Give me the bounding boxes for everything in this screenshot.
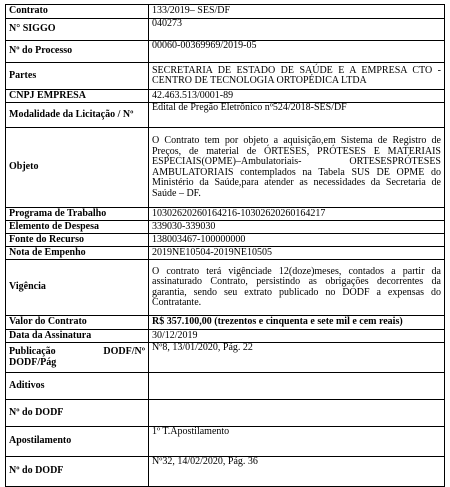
table-row — [6, 247, 445, 260]
row-value: 1º T.Apostilamento — [149, 427, 445, 457]
row-value: 42.463.513/0001-89 — [149, 90, 445, 103]
row-label — [6, 343, 149, 373]
row-value: 133/2019– SES/DF — [149, 5, 445, 19]
table-row — [6, 90, 445, 103]
table-row — [6, 63, 445, 90]
row-label: Nº do Processo — [6, 41, 149, 63]
row-label: Data da Assinatura — [6, 330, 149, 343]
table-row — [6, 373, 445, 400]
label-line — [9, 347, 145, 358]
row-label: Vigência — [6, 260, 149, 316]
row-label: Partes — [6, 63, 149, 90]
row-value: Nº8, 13/01/2020, Pág. 22 — [149, 343, 445, 373]
table-row — [6, 41, 445, 63]
table-row — [6, 103, 445, 128]
row-label: Objeto — [6, 128, 149, 208]
row-label: Nº do DODF — [6, 400, 149, 427]
row-value: O contrato terá vigênciade 12(doze)meses, contados a partir da assinaturado Contrato, persistindo as obrigações decorrentes da garantia, sendo seu extrato publicado no DODF a expensas do Contratante. — [149, 260, 445, 316]
row-label-part: DODF/Nº — [103, 346, 145, 357]
row-label: Modalidade da Licitação / Nº — [6, 103, 149, 128]
row-label: N° SIGGO — [6, 19, 149, 41]
table-row — [6, 234, 445, 247]
row-label: Valor do Contrato — [6, 316, 149, 330]
row-label: Programa de Trabalho — [6, 208, 149, 221]
row-value — [149, 373, 445, 400]
row-value: Nº32, 14/02/2020, Pág. 36 — [149, 457, 445, 487]
row-value: 30/12/2019 — [149, 330, 445, 343]
row-label: Fonte do Recurso — [6, 234, 149, 247]
table-row — [6, 343, 445, 373]
row-value: 10302620260164216-10302620260164217 — [149, 208, 445, 221]
row-value: 040273 — [149, 19, 445, 41]
row-value — [149, 400, 445, 427]
row-value: Edital de Pregão Eletrônico nº524/2018-SES/DF — [149, 103, 445, 128]
row-value: 138003467-100000000 — [149, 234, 445, 247]
row-value: 339030-339030 — [149, 221, 445, 234]
table-row — [6, 19, 445, 41]
table-row — [6, 260, 445, 316]
row-value: SECRETARIA DE ESTADO DE SAÚDE E A EMPRESA CTO - CENTRO DE TECNOLOGIA ORTOPÉDICA LTDA — [149, 63, 445, 90]
table-row — [6, 330, 445, 343]
table-row — [6, 400, 445, 427]
table-row — [6, 128, 445, 208]
row-value: 2019NE10504-2019NE10505 — [149, 247, 445, 260]
table-row — [6, 5, 445, 19]
row-label-part: Publicação — [9, 346, 56, 357]
table-row — [6, 427, 445, 457]
table-row — [6, 208, 445, 221]
row-label: Nota de Empenho — [6, 247, 149, 260]
contract-amount-words: (trezentos e cinquenta e sete mil e cem reais) — [214, 316, 403, 328]
table-row — [6, 316, 445, 330]
table-row — [6, 221, 445, 234]
row-label: Contrato — [6, 5, 149, 19]
contract-table — [5, 4, 445, 487]
row-label: Apostilamento — [6, 427, 149, 457]
row-label: Aditivos — [6, 373, 149, 400]
row-label: Nº do DODF — [6, 457, 149, 487]
row-value: 00060-00369969/2019-05 — [149, 41, 445, 63]
contract-amount: R$ 357.100,00 — [152, 316, 212, 328]
row-label: CNPJ EMPRESA — [6, 90, 149, 103]
row-label-part: DODF/Pág — [9, 356, 57, 368]
row-label: Elemento de Despesa — [6, 221, 149, 234]
row-value — [149, 316, 445, 330]
row-value: O Contrato tem por objeto a aquisição,em Sistema de Registro de Preços, de material de ÓRTESES, PRÓTESES E MATERIAIS ESPECIAIS(OPME)–Ambulatoriais- ORTESESPRÓTESES AMBULATORIAIS contemplados na Tabela SUS DE OPME do Ministério da Saúde,para atender as necessidades da Secretaria de Saúde – DF. — [149, 128, 445, 208]
table-row — [6, 457, 445, 487]
